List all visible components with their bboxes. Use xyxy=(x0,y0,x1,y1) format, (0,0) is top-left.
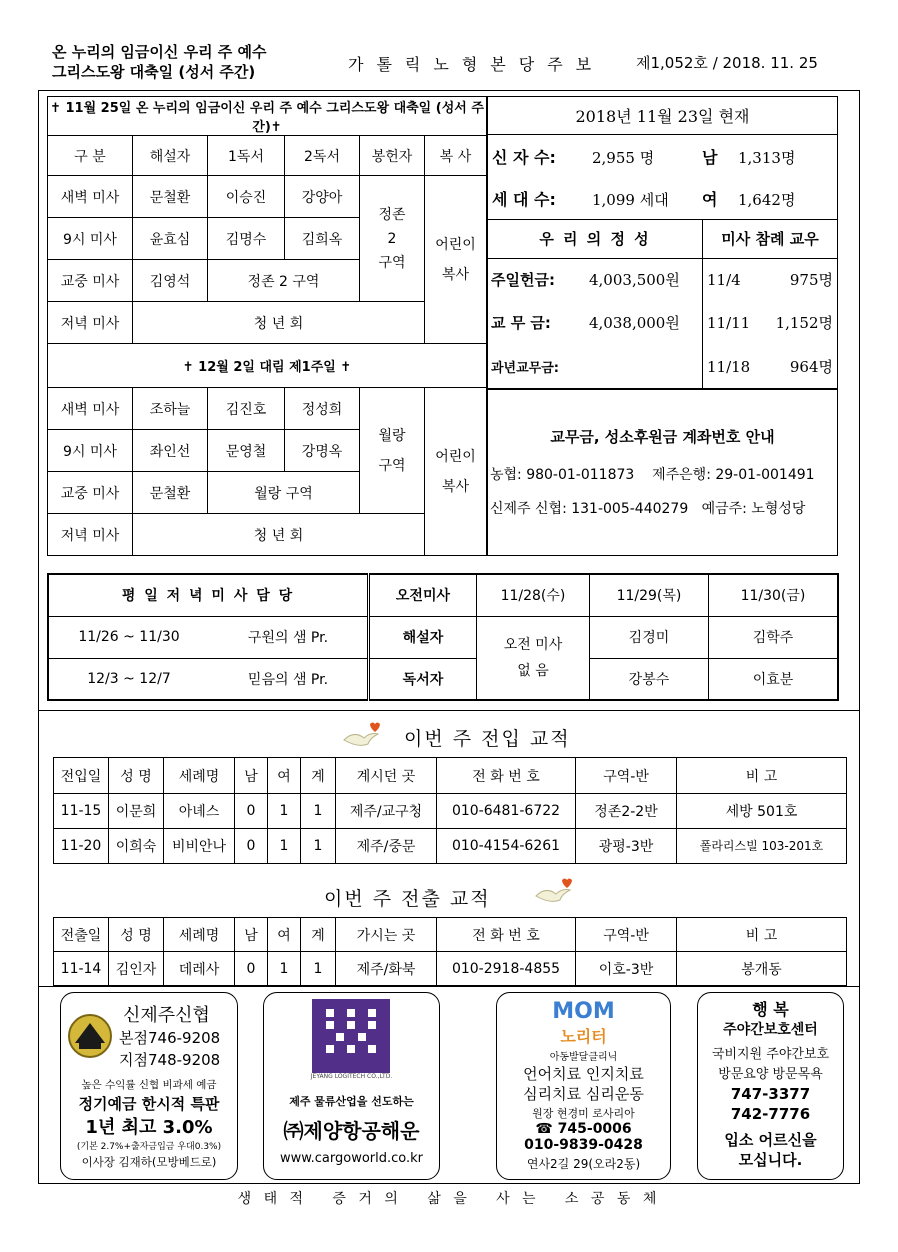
account-title: 교무금, 성소후원금 계좌번호 안내 xyxy=(550,428,775,446)
sunday-offering-row xyxy=(488,258,703,300)
day-col: 11/29(목) xyxy=(589,574,708,616)
cell: 폴라리스빌 103-201호 xyxy=(677,829,847,864)
duty-range: 11/26 ~ 11/30 xyxy=(48,616,209,658)
households-value: 1,099 세대 xyxy=(592,190,669,209)
feast-title xyxy=(52,42,266,82)
offering-group xyxy=(360,176,425,302)
ad-credit-union xyxy=(60,992,238,1180)
bulletin-title: 가톨릭노형본당주보 xyxy=(348,55,605,74)
offering-line: 구역 xyxy=(378,457,406,474)
households-row xyxy=(488,177,838,219)
care-line: 방문요양 방문목욕 xyxy=(718,1067,823,1082)
cell: 세방 501호 xyxy=(677,794,847,829)
issue-info: 제1,052호 / 2018. 11. 25 xyxy=(636,54,818,72)
mom-logo: MOM xyxy=(552,999,615,1024)
cell: 010-2918-4855 xyxy=(437,952,576,986)
transfer-out-table xyxy=(53,917,847,986)
col-header: 여 xyxy=(268,918,301,952)
cell: 이호-3반 xyxy=(576,952,677,986)
col-header: 구역-반 xyxy=(576,758,677,794)
reader-label: 독서자 xyxy=(368,658,476,700)
day-col: 11/30(금) xyxy=(708,574,838,616)
mass-name: 저녁 미사 xyxy=(48,514,133,556)
cell: 1 xyxy=(268,952,301,986)
reader-name: 이효분 xyxy=(708,658,838,700)
col-header: 복 사 xyxy=(425,136,487,176)
cell: 1 xyxy=(268,829,301,864)
liturgy-schedule-table xyxy=(47,96,487,556)
attendance-row xyxy=(703,345,838,389)
account-info-box xyxy=(487,389,838,556)
col-header: 전출일 xyxy=(54,918,109,952)
col-header: 계 xyxy=(301,758,336,794)
col-header: 계시던 곳 xyxy=(336,758,437,794)
female-label: 여 xyxy=(702,189,718,209)
male-value: 1,313명 xyxy=(738,148,796,167)
cell: 11-20 xyxy=(54,829,109,864)
readers-group: 월랑 구역 xyxy=(208,472,360,514)
cell: 1 xyxy=(301,829,336,864)
attendance-count: 975명 xyxy=(789,271,833,290)
transfer-out-title: 이번 주 전출 교적 xyxy=(324,888,491,910)
commentator: 김영석 xyxy=(133,260,208,302)
stats-date: 2018년 11월 23일 현재 xyxy=(488,97,838,135)
cell: 제주/화북 xyxy=(336,952,437,986)
dues-value: 4,038,000원 xyxy=(589,314,680,333)
col-header: 봉헌자 xyxy=(360,136,425,176)
section-divider xyxy=(38,986,860,987)
reader1: 이승진 xyxy=(208,176,285,218)
cell: 데레사 xyxy=(164,952,235,986)
sunday-label: 주일헌금: xyxy=(491,271,555,290)
cell: 이문희 xyxy=(109,794,164,829)
jeyang-logo-icon xyxy=(312,999,390,1073)
cell: 010-6481-6722 xyxy=(437,794,576,829)
past-label: 과년교무금: xyxy=(491,361,559,376)
col-header: 구 분 xyxy=(48,136,133,176)
duty-group: 믿음의 샘 Pr. xyxy=(209,658,368,700)
cell: 이희숙 xyxy=(109,829,164,864)
commentator: 좌인선 xyxy=(133,430,208,472)
evening-group: 청 년 회 xyxy=(133,302,425,344)
dove-icon xyxy=(532,876,574,910)
attendance-row xyxy=(703,301,838,345)
reader2: 김희옥 xyxy=(285,218,360,260)
attendance-title: 미사 참례 교우 xyxy=(703,220,838,258)
care-line: 모십니다. xyxy=(738,1151,803,1169)
care-tel: 747-3377 xyxy=(730,1085,811,1103)
server-group: 어린이 복사 xyxy=(425,176,487,344)
col-header: 구역-반 xyxy=(576,918,677,952)
cell: 제주/중문 xyxy=(336,829,437,864)
col-header: 2독서 xyxy=(285,136,360,176)
readers-group: 정존 2 구역 xyxy=(208,260,360,302)
mass-name: 새벽 미사 xyxy=(48,176,133,218)
reader2: 강양아 xyxy=(285,176,360,218)
account-line1: 농협: 980-01-011873 제주은행: 29-01-001491 xyxy=(490,467,815,483)
commentator: 윤효심 xyxy=(133,218,208,260)
cell: 0 xyxy=(235,952,268,986)
believers-row xyxy=(488,135,838,177)
transfer-in-title: 이번 주 전입 교적 xyxy=(404,728,571,750)
offering-line: 구역 xyxy=(378,254,406,271)
col-header: 세례명 xyxy=(164,918,235,952)
cell: 아녜스 xyxy=(164,794,235,829)
past-dues-row xyxy=(488,345,703,389)
jeyang-name: ㈜제양항공해운 xyxy=(283,1119,420,1143)
footer-motto: 생 태 적 증 거 의 삶 을 사 는 소 공 동 체 xyxy=(237,1191,661,1207)
offering-line: 월랑 xyxy=(378,427,406,444)
mass-name: 교중 미사 xyxy=(48,472,133,514)
ad-jeyang-shipping xyxy=(263,992,440,1180)
clinic-line: 언어치료 인지치료 xyxy=(523,1065,644,1083)
credit-union-logo-icon xyxy=(67,1013,113,1063)
no-mass-line2: 없 음 xyxy=(517,662,549,679)
jeyang-logo-text: JEYANG LOGITECH CO.,LTD. xyxy=(310,1073,393,1080)
reader1: 김명수 xyxy=(208,218,285,260)
clinic-line: 심리치료 심리운동 xyxy=(523,1085,644,1103)
no-morning-mass xyxy=(476,616,589,700)
dove-icon xyxy=(340,720,382,754)
cell: 비비안나 xyxy=(164,829,235,864)
col-header: 해설자 xyxy=(133,136,208,176)
col-header: 비 고 xyxy=(677,918,847,952)
commentator-name: 김학주 xyxy=(708,616,838,658)
server-group: 어린이 복사 xyxy=(425,388,487,556)
commentator: 조하늘 xyxy=(133,388,208,430)
care-title: 행 복 xyxy=(752,1000,789,1019)
parish-stats-table xyxy=(487,96,838,389)
weekday-title: 평 일 저 녁 미 사 담 당 xyxy=(48,574,368,616)
credit-union-line: 정기예금 한시적 특판 xyxy=(78,1095,220,1113)
male-label: 남 xyxy=(702,147,718,167)
credit-union-name: 신제주신협 xyxy=(123,1005,210,1026)
cell: 정존2-2반 xyxy=(576,794,677,829)
households-label: 세 대 수: xyxy=(492,189,556,209)
cell: 0 xyxy=(235,794,268,829)
commentator: 문철환 xyxy=(133,472,208,514)
clinic-address: 연사2길 29(오라2동) xyxy=(526,1157,641,1171)
clinic-sub: 아동발달클리닉 xyxy=(549,1052,618,1063)
cell: 봉개동 xyxy=(677,952,847,986)
care-tel: 742-7776 xyxy=(730,1105,811,1123)
care-name: 주야간보호센터 xyxy=(723,1022,818,1038)
attendance-date: 11/4 xyxy=(707,271,741,290)
dues-label: 교 무 금: xyxy=(491,314,551,333)
credit-union-branch1: 본점746-9208 xyxy=(119,1029,221,1047)
attendance-count: 1,152명 xyxy=(775,314,833,333)
evening-group: 청 년 회 xyxy=(133,514,425,556)
cell: 11-14 xyxy=(54,952,109,986)
attendance-count: 964명 xyxy=(789,358,833,376)
cell: 1 xyxy=(268,794,301,829)
credit-union-line: 높은 수익률 신협 비과세 예금 xyxy=(81,1079,217,1091)
reader2: 정성희 xyxy=(285,388,360,430)
col-header: 남 xyxy=(235,758,268,794)
mass-name: 저녁 미사 xyxy=(48,302,133,344)
reader-name: 강봉수 xyxy=(589,658,708,700)
duty-range: 12/3 ~ 12/7 xyxy=(48,658,209,700)
schedule2-title: ✝ 12월 2일 대림 제1주일 ✝ xyxy=(48,344,487,388)
cell: 1 xyxy=(301,794,336,829)
col-header: 가시는 곳 xyxy=(336,918,437,952)
offering-line: 정존 xyxy=(378,206,406,223)
reader1: 김진호 xyxy=(208,388,285,430)
ad-care-center xyxy=(697,992,844,1180)
credit-union-line: (기본 2.7%+출자금입금 우대0.3%) xyxy=(76,1142,222,1152)
ad-mom-norita xyxy=(496,992,671,1180)
offering-group xyxy=(360,388,425,514)
attendance-date: 11/18 xyxy=(707,358,751,376)
reader1: 문영철 xyxy=(208,430,285,472)
col-header: 비 고 xyxy=(677,758,847,794)
commentator-name: 김경미 xyxy=(589,616,708,658)
care-line: 국비지원 주야간보호 xyxy=(711,1047,830,1062)
cell: 제주/교구청 xyxy=(336,794,437,829)
duty-group: 구원의 샘 Pr. xyxy=(209,616,368,658)
attendance-date: 11/11 xyxy=(707,314,751,333)
care-line: 입소 어르신을 xyxy=(724,1131,817,1149)
feast-title-line2: 그리스도왕 대축일 (성서 주간) xyxy=(52,63,256,81)
col-header: 성 명 xyxy=(109,758,164,794)
cell: 010-4154-6261 xyxy=(437,829,576,864)
credit-union-line: 이사장 김재하(모방베드로) xyxy=(81,1155,217,1169)
transfer-in-table xyxy=(53,757,847,864)
sunday-value: 4,003,500원 xyxy=(589,271,680,290)
mass-name: 9시 미사 xyxy=(48,430,133,472)
col-header: 1독서 xyxy=(208,136,285,176)
cell: 광평-3반 xyxy=(576,829,677,864)
jeyang-slogan: 제주 물류산업을 선도하는 xyxy=(289,1095,414,1108)
feast-title-line1: 온 누리의 임금이신 우리 주 예수 xyxy=(52,43,267,61)
believers-label: 신 자 수: xyxy=(492,147,556,167)
no-mass-line1: 오전 미사 xyxy=(503,636,563,653)
clinic-line: 원장 현경미 로사리아 xyxy=(532,1107,635,1120)
mass-name: 새벽 미사 xyxy=(48,388,133,430)
attendance-row xyxy=(703,258,838,300)
weekday-mass-table xyxy=(47,573,839,701)
commentator: 문철환 xyxy=(133,176,208,218)
morning-label: 오전미사 xyxy=(368,574,476,616)
dues-row xyxy=(488,301,703,345)
col-header: 남 xyxy=(235,918,268,952)
cell: 김인자 xyxy=(109,952,164,986)
clinic-tel: ☎ 745-0006 xyxy=(535,1121,632,1137)
col-header: 전 화 번 호 xyxy=(437,918,576,952)
col-header: 여 xyxy=(268,758,301,794)
offering-title: 우 리 의 정 성 xyxy=(488,220,703,258)
offering-line: 2 xyxy=(387,230,397,247)
day-col: 11/28(수) xyxy=(476,574,589,616)
jeyang-url: www.cargoworld.co.kr xyxy=(279,1151,424,1166)
col-header: 성 명 xyxy=(109,918,164,952)
mass-name: 9시 미사 xyxy=(48,218,133,260)
schedule1-title: ✝ 11월 25일 온 누리의 임금이신 우리 주 예수 그리스도왕 대축일 (성서 주간)✝ xyxy=(48,97,487,136)
commentator-label: 해설자 xyxy=(368,616,476,658)
believers-value: 2,955 명 xyxy=(592,148,655,167)
col-header: 세례명 xyxy=(164,758,235,794)
account-line2: 신제주 신협: 131-005-440279 예금주: 노형성당 xyxy=(490,501,806,517)
clinic-tel: 010-9839-0428 xyxy=(524,1137,643,1153)
section-divider xyxy=(38,710,860,711)
norita-logo: 노리터 xyxy=(560,1027,607,1046)
mass-name: 교중 미사 xyxy=(48,260,133,302)
female-value: 1,642명 xyxy=(738,190,796,209)
cell: 1 xyxy=(301,952,336,986)
cell: 11-15 xyxy=(54,794,109,829)
cell: 0 xyxy=(235,829,268,864)
col-header: 계 xyxy=(301,918,336,952)
col-header: 전 화 번 호 xyxy=(437,758,576,794)
credit-union-rate: 1년 최고 3.0% xyxy=(85,1117,213,1138)
col-header: 전입일 xyxy=(54,758,109,794)
credit-union-branch2: 지점748-9208 xyxy=(119,1051,221,1069)
reader2: 강명옥 xyxy=(285,430,360,472)
